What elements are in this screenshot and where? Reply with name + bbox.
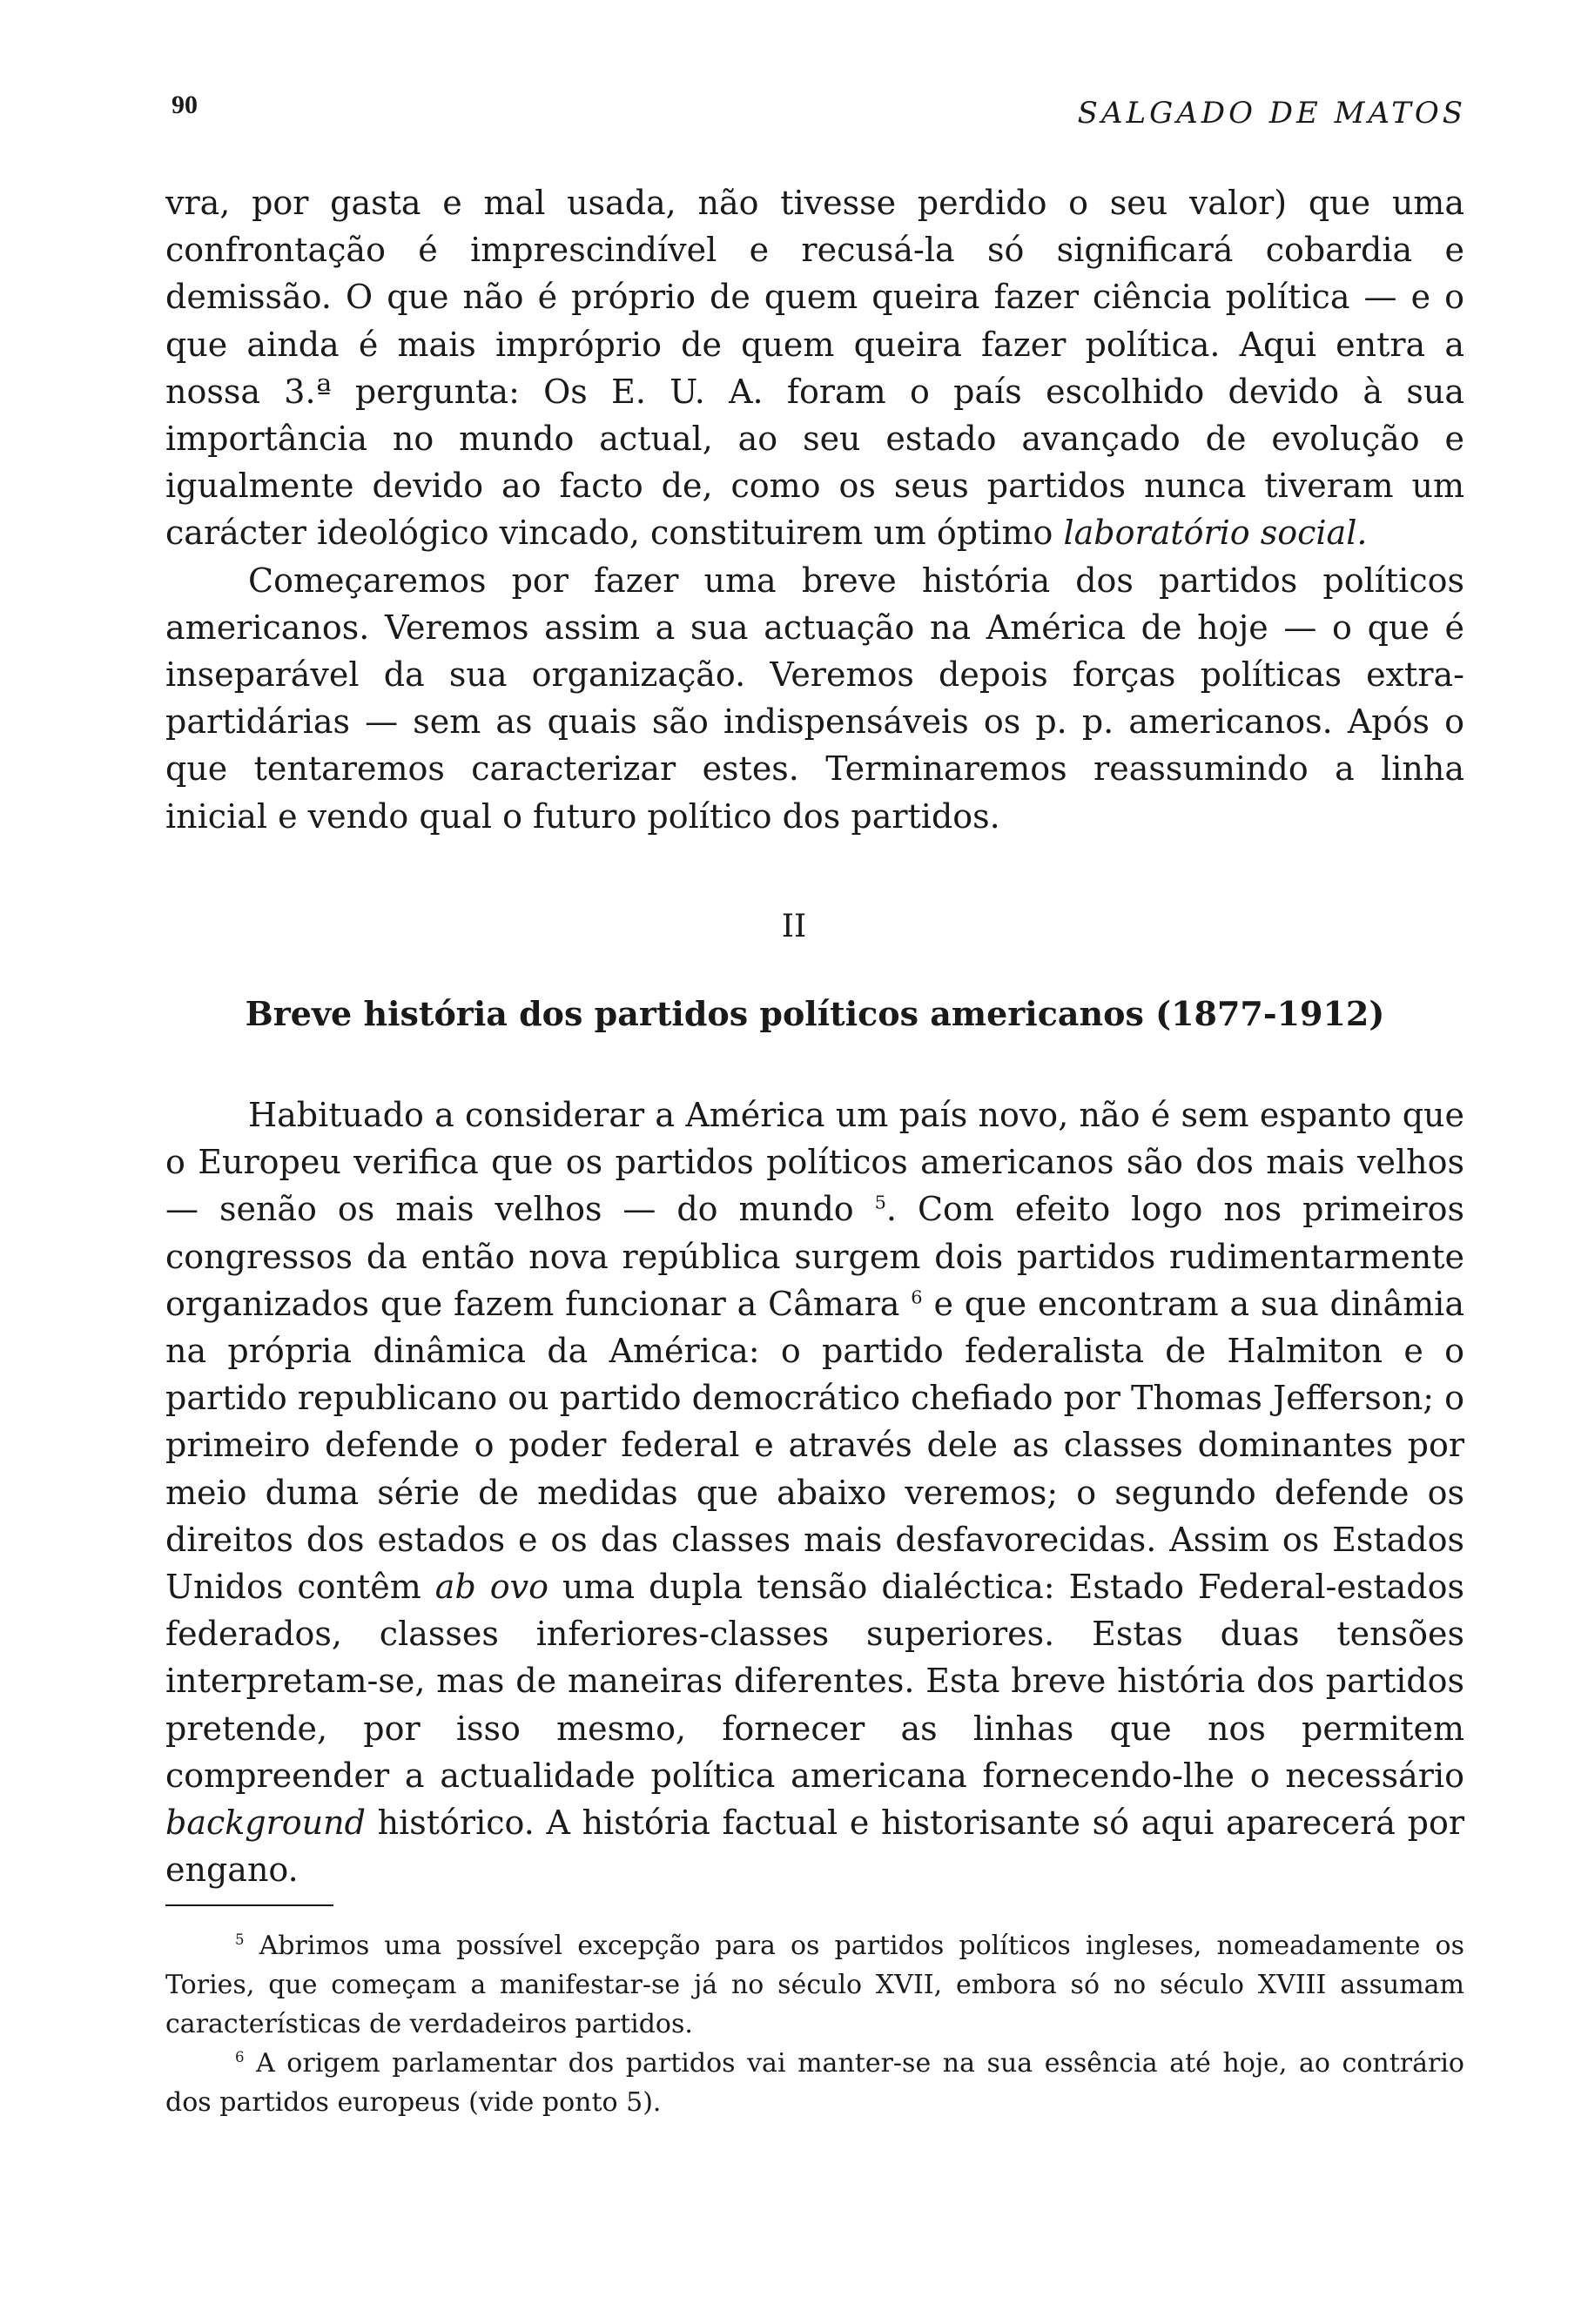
italic-phrase: ab ovo <box>434 1568 549 1607</box>
section-title: Breve história dos partidos políticos americanos (1877-1912) <box>245 994 1385 1033</box>
paragraph <box>165 1091 1464 1893</box>
italic-phrase: background <box>165 1803 366 1843</box>
page-number: 90 <box>172 91 198 119</box>
footnote <box>165 1926 1464 2044</box>
paragraph-text: . Com efeito logo nos primeiros congressos da então nova república surgem dois partidos rudimentarmente organizados que fazem funcionar a Câmara <box>165 1190 1464 1323</box>
footnote-text: Abrimos uma possível excepção para os partidos políticos ingleses, nomeadamente os Tories, que começam a manifestar-se já no século XVII, embora só no século XVIII assumam características de verdadeiros partidos. <box>165 1931 1464 2039</box>
paragraph-continued <box>165 179 1464 557</box>
footnote-divider <box>165 1904 333 1906</box>
paragraph-text: Habituado a considerar a América um país novo, não é sem espanto que o Europeu verifica que os partidos políticos americanos são dos mais velhos — senão os mais velhos — do mundo <box>165 1096 1464 1229</box>
body-text <box>165 179 1464 840</box>
footnote-marker: 5 <box>235 1931 245 1948</box>
footnote-reference[interactable]: 5 <box>874 1192 886 1213</box>
paragraph-text: vra, por gasta e mal usada, não tivesse perdido o seu valor) que uma confrontação é imprescindível e recusá-la só significará cobardia e demissão. O que não é próprio de quem queira fazer ciência política — e o que ainda é mais impróprio de quem queira fazer política. Aqui entra a nossa 3.ª pergunta: Os E. U. A. foram o país escolhido devido à sua importância no mundo actual, ao seu estado avançado de evolução e igualmente devido ao facto de, como os seus partidos nunca tiveram um carácter ideológico vincado, constituirem um óptimo <box>165 184 1464 553</box>
paragraph: Começaremos por fazer uma breve história dos partidos políticos americanos. Veremos assim a sua actuação na América de hoje — o que é inseparável da sua organização. Veremos depois forças políticas extra-partidárias — sem as quais são indispensáveis os p. p. americanos. Após o que tentaremos caracterizar estes. Terminaremos reassumindo a linha inicial e vendo qual o futuro político dos partidos. <box>165 561 1464 836</box>
footnote-text: A origem parlamentar dos partidos vai manter-se na sua essência até hoje, ao contrário dos partidos europeus (vide ponto 5). <box>165 2048 1464 2118</box>
footnotes <box>165 1926 1464 2122</box>
paragraph-text: e que encontram a sua dinâmia na própria dinâmica da América: o partido federalista de Halmiton e o partido republicano ou partido democrático chefiado por Thomas Jefferson; o primeiro defende o poder federal e através dele as classes dominantes por meio duma série de medidas que abaixo veremos; o segundo defende os direitos dos estados e os das classes mais desfavorecidas. Assim os Estados Unidos contêm <box>165 1284 1465 1607</box>
footnote <box>165 2044 1464 2122</box>
paragraph-text: uma dupla tensão dialéctica: Estado Federal-estados federados, classes inferiores-classes superiores. Estas duas tensões interpretam-se, mas de maneiras diferentes. Esta breve história dos partidos pretende, por isso mesmo, fornecer as linhas que nos permitem compreender a actualidade política americana fornecendo-lhe o necessário <box>165 1568 1464 1795</box>
italic-phrase: laboratório social. <box>1063 514 1368 553</box>
footnote-reference[interactable]: 6 <box>911 1286 923 1308</box>
section-numeral: II <box>781 909 807 944</box>
paragraph-text: histórico. A história factual e historisante só aqui aparecerá por engano. <box>165 1803 1464 1890</box>
running-head: SALGADO DE MATOS <box>1077 96 1466 131</box>
footnote-marker: 6 <box>235 2049 245 2065</box>
section-body-text <box>165 1091 1464 1893</box>
